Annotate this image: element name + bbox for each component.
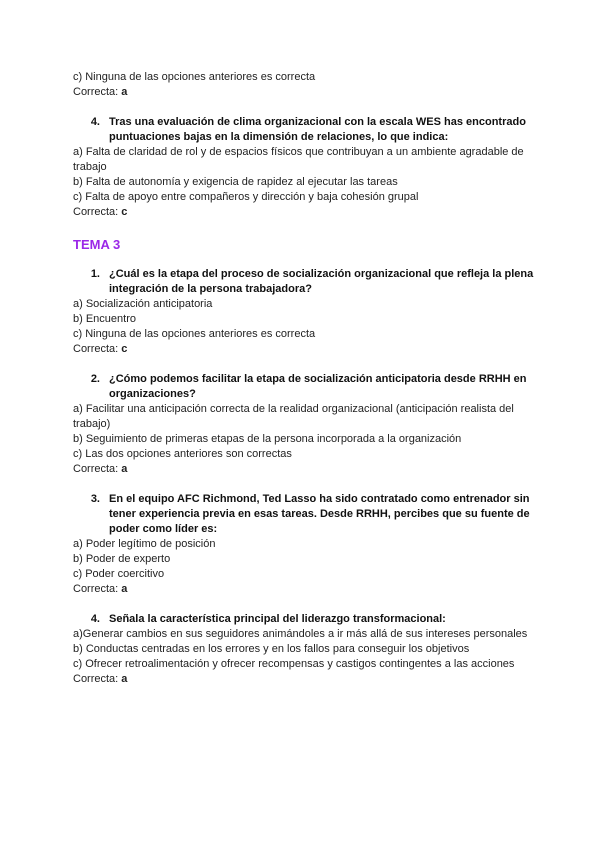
question-number: 2. bbox=[90, 373, 100, 385]
question-text: En el equipo AFC Richmond, Ted Lasso ha sido contratado como entrenador sin tener experiencia previa en esas tareas. Desde RRHH, percibes que su fuente de poder como líder es: bbox=[109, 493, 530, 535]
question-3 bbox=[73, 492, 543, 537]
question-2 bbox=[73, 372, 543, 402]
question-text: ¿Cómo podemos facilitar la etapa de socialización anticipatoria desde RRHH en organizaciones? bbox=[109, 373, 527, 400]
option-a: a)Generar cambios en sus seguidores animándoles a ir más allá de sus intereses personales bbox=[73, 628, 528, 640]
option-c: c) Ofrecer retroalimentación y ofrecer recompensas y castigos contingentes a las acciones bbox=[73, 658, 515, 670]
option-c: c) Poder coercitivo bbox=[73, 568, 165, 580]
option-a: a) Facilitar una anticipación correcta de la realidad organizacional (anticipación realista del trabajo) bbox=[73, 403, 514, 430]
correct-answer-value: a bbox=[121, 673, 128, 685]
correct-answer: Correcta: a bbox=[73, 463, 128, 475]
option-b: b) Seguimiento de primeras etapas de la persona incorporada a la organización bbox=[73, 433, 462, 445]
option-c: c) Ninguna de las opciones anteriores es correcta bbox=[73, 71, 316, 83]
correct-answer: Correcta: a bbox=[73, 86, 128, 98]
question-number: 4. bbox=[90, 613, 100, 625]
question-number: 1. bbox=[90, 268, 100, 280]
correct-answer: Correcta: c bbox=[73, 343, 128, 355]
option-b: b) Poder de experto bbox=[73, 553, 171, 565]
option-c: c) Falta de apoyo entre compañeros y dirección y baja cohesión grupal bbox=[73, 191, 419, 203]
question-text: ¿Cuál es la etapa del proceso de socialización organizacional que refleja la plena integración de la persona trabajadora? bbox=[109, 268, 534, 295]
option-b: b) Encuentro bbox=[73, 313, 136, 325]
correct-answer: Correcta: c bbox=[73, 206, 128, 218]
option-c: c) Las dos opciones anteriores son correctas bbox=[73, 448, 292, 460]
question-text: Tras una evaluación de clima organizacional con la escala WES has encontrado puntuaciones bajas en la dimensión de relaciones, lo que indica: bbox=[109, 116, 526, 143]
option-b: b) Falta de autonomía y exigencia de rapidez al ejecutar las tareas bbox=[73, 176, 398, 188]
section-heading-tema-3: TEMA 3 bbox=[73, 237, 121, 252]
question-number: 4. bbox=[90, 116, 100, 128]
option-a: a) Poder legítimo de posición bbox=[73, 538, 216, 550]
option-c: c) Ninguna de las opciones anteriores es correcta bbox=[73, 328, 316, 340]
option-b: b) Conductas centradas en los errores y en los fallos para conseguir los objetivos bbox=[73, 643, 470, 655]
option-a: a) Falta de claridad de rol y de espacios físicos que contribuyan a un ambiente agradable de trabajo bbox=[73, 146, 524, 173]
question-4 bbox=[73, 612, 543, 627]
correct-answer-value: a bbox=[121, 86, 128, 98]
correct-answer-value: a bbox=[121, 583, 128, 595]
correct-answer-value: c bbox=[121, 343, 128, 355]
question-text: Señala la característica principal del liderazgo transformacional: bbox=[109, 613, 446, 625]
option-a: a) Socialización anticipatoria bbox=[73, 298, 213, 310]
correct-answer-value: a bbox=[121, 463, 128, 475]
question-4-prev bbox=[73, 115, 543, 145]
document-page bbox=[73, 70, 543, 687]
question-1 bbox=[73, 267, 543, 297]
correct-answer: Correcta: a bbox=[73, 583, 128, 595]
correct-answer: Correcta: a bbox=[73, 673, 128, 685]
question-number: 3. bbox=[90, 493, 100, 505]
correct-answer-value: c bbox=[121, 206, 128, 218]
